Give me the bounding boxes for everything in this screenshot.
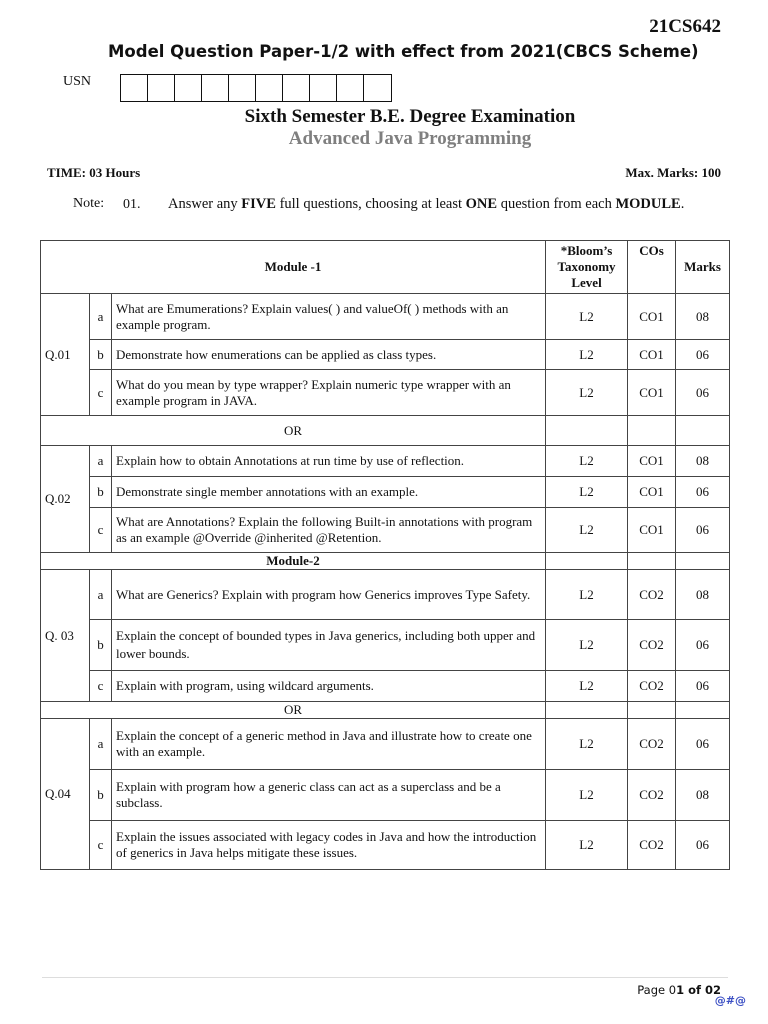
usn-box (175, 75, 202, 101)
blooms-level: L2 (546, 620, 628, 671)
sub-question-label: c (90, 370, 112, 416)
course-outcome: CO1 (628, 508, 676, 553)
module-1-heading: Module -1 (41, 241, 546, 294)
page-number: Page 01 of 02 (637, 983, 721, 997)
or-row (41, 702, 730, 719)
usn-label: USN (63, 74, 92, 89)
empty-cell (628, 416, 676, 446)
sub-question-label: c (90, 671, 112, 702)
blooms-level: L2 (546, 719, 628, 770)
empty-cell (546, 702, 628, 719)
blooms-level: L2 (546, 370, 628, 416)
marks-value: 06 (676, 821, 730, 870)
question-text: Explain the concept of bounded types in Java generics, including both upper and lower bounds. (112, 620, 546, 671)
sub-question-label: a (90, 446, 112, 477)
course-outcome: CO2 (628, 821, 676, 870)
marks-value: 06 (676, 477, 730, 508)
note-instructions: Answer any FIVE full questions, choosing at least ONE question from each MODULE. (168, 196, 685, 212)
question-number: Q.04 (41, 719, 90, 870)
note-label: Note: (73, 196, 105, 211)
empty-cell (676, 702, 730, 719)
blooms-header: *Bloom’s Taxonomy Level (546, 241, 628, 294)
question-table (40, 240, 730, 870)
course-outcome: CO1 (628, 446, 676, 477)
question-text: Explain with program how a generic class can act as a superclass and be a subclass. (112, 770, 546, 821)
blooms-level: L2 (546, 570, 628, 620)
exam-title: Sixth Semester B.E. Degree Examination (244, 106, 576, 127)
marks-value: 06 (676, 620, 730, 671)
course-outcome: CO2 (628, 620, 676, 671)
table-row (41, 294, 730, 340)
question-text: Explain the issues associated with legacy codes in Java and how the introduction of generics in Java helps mitigate these issues. (112, 821, 546, 870)
marks-value: 06 (676, 340, 730, 370)
table-header-row (41, 241, 730, 294)
table-row (41, 570, 730, 620)
marks-header: Marks (676, 241, 730, 294)
marks-value: 08 (676, 294, 730, 340)
course-outcome: CO1 (628, 370, 676, 416)
sub-question-label: a (90, 719, 112, 770)
blooms-level: L2 (546, 477, 628, 508)
question-number: Q. 03 (41, 570, 90, 702)
empty-cell (676, 416, 730, 446)
marks-value: 08 (676, 770, 730, 821)
course-outcome: CO2 (628, 719, 676, 770)
usn-box (283, 75, 310, 101)
question-number: Q.02 (41, 446, 90, 553)
empty-cell (628, 553, 676, 570)
or-separator: OR (41, 702, 546, 719)
empty-cell (628, 702, 676, 719)
marks-value: 08 (676, 570, 730, 620)
or-row (41, 416, 730, 446)
course-outcome: CO1 (628, 340, 676, 370)
course-outcome: CO1 (628, 477, 676, 508)
usn-box (364, 75, 391, 101)
question-text: Demonstrate how enumerations can be applied as class types. (112, 340, 546, 370)
course-outcome: CO2 (628, 671, 676, 702)
blooms-level: L2 (546, 340, 628, 370)
usn-box (202, 75, 229, 101)
usn-box (337, 75, 364, 101)
table-row (41, 770, 730, 821)
max-marks: Max. Marks: 100 (625, 165, 721, 180)
question-text: What do you mean by type wrapper? Explain numeric type wrapper with an example program in JAVA. (112, 370, 546, 416)
module-2-row (41, 553, 730, 570)
usn-input-boxes (120, 74, 392, 102)
course-outcome: CO2 (628, 770, 676, 821)
blooms-level: L2 (546, 294, 628, 340)
footer-divider (42, 977, 728, 978)
empty-cell (546, 416, 628, 446)
table-row (41, 508, 730, 553)
blooms-level: L2 (546, 821, 628, 870)
sub-question-label: c (90, 508, 112, 553)
sub-question-label: b (90, 770, 112, 821)
cos-header: COs (628, 241, 676, 294)
usn-box (121, 75, 148, 101)
note-number: 01. (123, 197, 141, 212)
question-text: Explain the concept of a generic method in Java and illustrate how to create one with an example. (112, 719, 546, 770)
or-separator: OR (41, 416, 546, 446)
blooms-level: L2 (546, 770, 628, 821)
table-row (41, 446, 730, 477)
blooms-level: L2 (546, 508, 628, 553)
table-row (41, 821, 730, 870)
course-outcome: CO1 (628, 294, 676, 340)
usn-box (229, 75, 256, 101)
sub-question-label: b (90, 477, 112, 508)
course-outcome: CO2 (628, 570, 676, 620)
table-row (41, 620, 730, 671)
usn-box (148, 75, 175, 101)
table-row (41, 671, 730, 702)
marks-value: 06 (676, 370, 730, 416)
usn-box (310, 75, 337, 101)
table-row (41, 340, 730, 370)
question-number: Q.01 (41, 294, 90, 416)
question-text: Explain how to obtain Annotations at run time by use of reflection. (112, 446, 546, 477)
question-text: What are Annotations? Explain the following Built-in annotations with program as an example @Override @inherited @Retention. (112, 508, 546, 553)
marks-value: 08 (676, 446, 730, 477)
empty-cell (546, 553, 628, 570)
usn-box (256, 75, 283, 101)
sub-question-label: a (90, 294, 112, 340)
question-text: Explain with program, using wildcard arguments. (112, 671, 546, 702)
table-row (41, 370, 730, 416)
blooms-level: L2 (546, 446, 628, 477)
module-2-heading: Module-2 (41, 553, 546, 570)
exam-time: TIME: 03 Hours (47, 165, 141, 180)
question-text: What are Emumerations? Explain values( ) and valueOf( ) methods with an example program. (112, 294, 546, 340)
marks-value: 06 (676, 508, 730, 553)
empty-cell (676, 553, 730, 570)
subject-code: 21CS642 (649, 16, 721, 37)
paper-title: Model Question Paper-1/2 with effect from 2021(CBCS Scheme) (108, 42, 699, 61)
sub-question-label: b (90, 620, 112, 671)
sub-question-label: c (90, 821, 112, 870)
footer-stamp: @#@ (714, 994, 746, 1007)
marks-value: 06 (676, 671, 730, 702)
table-row (41, 477, 730, 508)
subject-title: Advanced Java Programming (288, 128, 532, 149)
table-row (41, 719, 730, 770)
blooms-level: L2 (546, 671, 628, 702)
marks-value: 06 (676, 719, 730, 770)
question-text: Demonstrate single member annotations with an example. (112, 477, 546, 508)
question-text: What are Generics? Explain with program how Generics improves Type Safety. (112, 570, 546, 620)
sub-question-label: b (90, 340, 112, 370)
sub-question-label: a (90, 570, 112, 620)
